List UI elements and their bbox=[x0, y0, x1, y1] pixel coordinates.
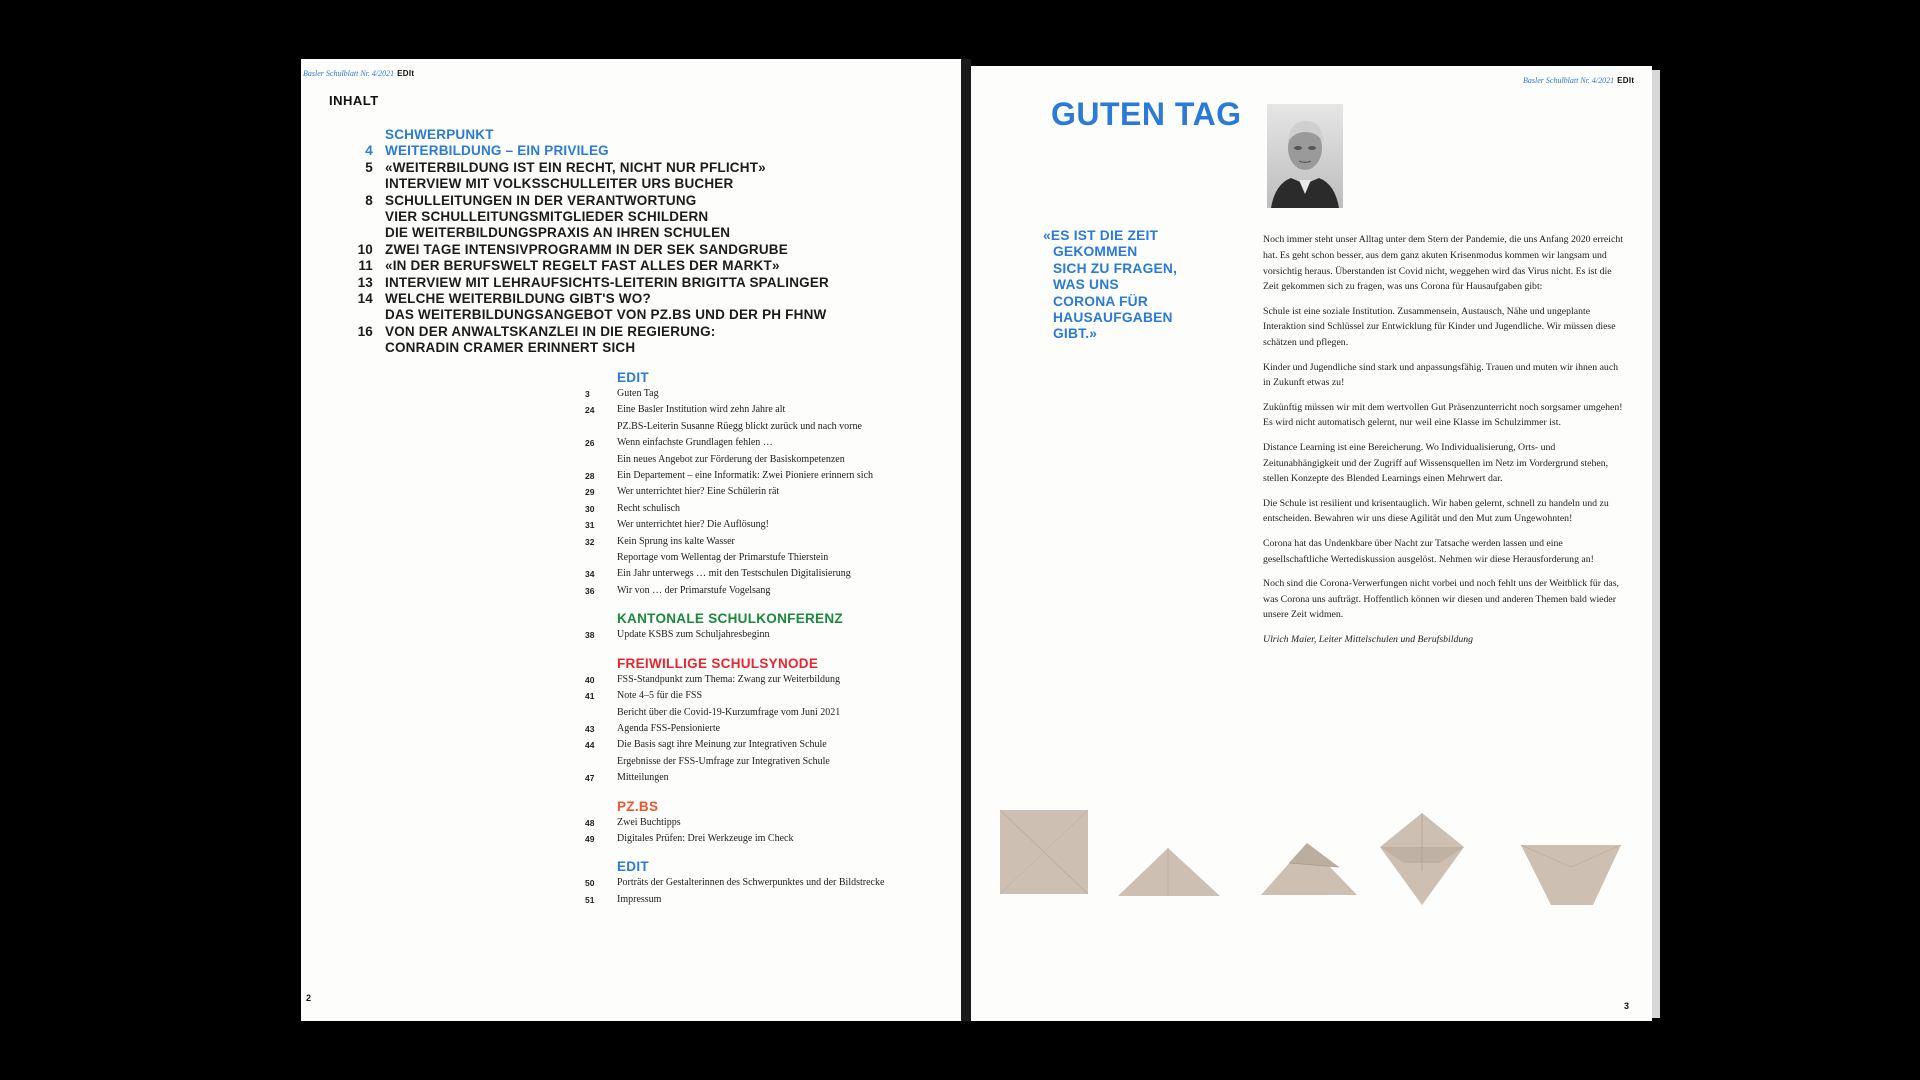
toc-main-row bbox=[345, 307, 845, 323]
toc-page-number: 11 bbox=[358, 258, 373, 274]
body-paragraph: Noch immer steht unser Alltag unter dem Stern der Pandemie, die uns Anfang 2020 erreicht hat. Es geht schon besser, aus dem ganz akuten Krisenmodus kommen wir langsam und vorsichtig heraus. Überstanden ist Covid nicht, weggehen wird das Virus nicht. Es ist die Zeit gekommen sich zu fragen, was uns Corona für Hausaufgaben gibt: bbox=[1263, 234, 1623, 293]
toc-entry-title: Reportage vom Wellentag der Primarstufe Thierstein bbox=[617, 552, 829, 564]
running-head-tag: EDIt bbox=[397, 69, 415, 78]
toc-entry-title: Agenda FSS-Pensionierte bbox=[617, 722, 721, 734]
toc-entry-title: ZWEI TAGE INTENSIVPROGRAMM IN DER SEK SANDGRUBE bbox=[385, 241, 788, 257]
toc-entry-title: VIER SCHULLEITUNGSMITGLIEDER SCHILDERN bbox=[385, 209, 709, 225]
toc-entry-title: Ein Jahr unterwegs … mit den Testschulen Digitalisierung bbox=[617, 568, 851, 580]
toc-row bbox=[581, 831, 961, 847]
toc-entry-title: Ein Departement – eine Informatik: Zwei Pioniere erinnern sich bbox=[617, 470, 874, 482]
toc-row bbox=[581, 402, 961, 418]
toc-row bbox=[581, 566, 961, 582]
toc-page-number bbox=[345, 225, 385, 241]
toc-entry-title: Zwei Buchtipps bbox=[617, 816, 681, 828]
toc-entry-title: Wer unterrichtet hier? Eine Schülerin rät bbox=[617, 486, 780, 498]
toc-row bbox=[581, 705, 961, 721]
toc-row bbox=[581, 419, 961, 435]
toc-row bbox=[581, 737, 961, 753]
toc-entry-title: Wer unterrichtet hier? Die Auflösung! bbox=[617, 519, 769, 531]
origami-cup-illustration bbox=[1378, 811, 1466, 907]
toc-row bbox=[581, 452, 961, 468]
page-title: GUTEN TAG bbox=[1051, 96, 1242, 132]
toc-main-row bbox=[345, 275, 845, 291]
toc-entry-title: Ein neues Angebot zur Förderung der Basiskompetenzen bbox=[617, 453, 845, 465]
toc-group-heading: KANTONALE SCHULKONFERENZ bbox=[617, 611, 843, 627]
toc-group bbox=[581, 370, 961, 599]
pull-quote bbox=[1043, 228, 1223, 343]
toc-page-number: 41 bbox=[585, 691, 595, 702]
toc-entry-title: Kein Sprung ins kalte Wasser bbox=[617, 535, 735, 547]
toc-page-number: 13 bbox=[357, 274, 373, 290]
section-label: SCHWERPUNKT bbox=[385, 127, 494, 142]
toc-group-heading: FREIWILLIGE SCHULSYNODE bbox=[617, 655, 819, 671]
origami-triangle-illustration bbox=[1116, 846, 1221, 898]
toc-entry-title: DAS WEITERBILDUNGSANGEBOT VON PZ.BS UND DER PH FHNW bbox=[385, 307, 827, 323]
body-paragraph: Zukünftig müssen wir mit dem wertvollen Gut Präsenzunterricht noch sorgsamer umgehen! Es wird nicht automatisch gelernt, nur weil eine Klasse im Schulzimmer ist. bbox=[1263, 401, 1623, 429]
toc-entry-title: SCHULLEITUNGEN IN DER VERANTWORTUNG bbox=[385, 192, 697, 208]
toc-group bbox=[581, 656, 961, 787]
page-edge bbox=[1652, 70, 1660, 1018]
toc-main-row bbox=[345, 324, 845, 340]
origami-fold-step-illustration bbox=[1259, 841, 1359, 899]
toc-page-number: 30 bbox=[585, 503, 595, 514]
toc-entry-title: Note 4–5 für die FSS bbox=[617, 690, 702, 702]
toc-main-row bbox=[345, 291, 845, 307]
toc-minor-sections bbox=[581, 370, 961, 920]
toc-row bbox=[581, 754, 961, 770]
toc-page-number bbox=[581, 419, 617, 435]
toc-group-heading: EDIT bbox=[617, 370, 649, 385]
page-title: INHALT bbox=[329, 93, 379, 108]
toc-main-row bbox=[345, 242, 845, 258]
toc-main-row bbox=[345, 340, 845, 356]
toc-row bbox=[581, 435, 961, 451]
toc-page-number: 32 bbox=[585, 536, 595, 547]
signature: Ulrich Maier, Leiter Mittelschulen und Berufsbildung bbox=[1263, 633, 1474, 645]
toc-entry-title: Die Basis sagt ihre Meinung zur Integrativen Schule bbox=[617, 739, 827, 751]
toc-row bbox=[581, 484, 961, 500]
toc-page-number: 29 bbox=[585, 487, 595, 498]
toc-entry-title: FSS-Standpunkt zum Thema: Zwang zur Weiterbildung bbox=[617, 673, 840, 685]
toc-page-number: 48 bbox=[585, 817, 595, 828]
toc-page-number: 10 bbox=[357, 241, 373, 257]
editorial-text bbox=[1263, 232, 1628, 656]
toc-row bbox=[581, 517, 961, 533]
toc-main-row bbox=[345, 258, 845, 274]
toc-page-number: 24 bbox=[585, 405, 595, 416]
toc-row bbox=[581, 386, 961, 402]
toc-row bbox=[581, 583, 961, 599]
page-number: 2 bbox=[306, 993, 312, 1003]
quote-line: CORONA FÜR bbox=[1053, 293, 1148, 309]
toc-entry-title: Recht schulisch bbox=[617, 502, 681, 514]
toc-page-number: 49 bbox=[585, 833, 595, 844]
toc-group bbox=[581, 799, 961, 848]
toc-row bbox=[581, 892, 961, 908]
body-paragraph: Corona hat das Undenkbare über Nacht zur Tatsache werden lassen und eine gesellschaftliche Wertediskussion ausgelöst. Nehmen wir diese Herausforderung an! bbox=[1263, 537, 1594, 565]
toc-page-number: 28 bbox=[585, 471, 595, 482]
toc-row bbox=[581, 627, 961, 643]
quote-line: SICH ZU FRAGEN, bbox=[1053, 260, 1178, 276]
toc-row bbox=[581, 672, 961, 688]
toc-page-number: 43 bbox=[585, 723, 595, 734]
toc-entry-title: INTERVIEW MIT LEHRAUFSICHTS-LEITERIN BRIGITTA SPALINGER bbox=[385, 274, 829, 290]
toc-page-number: 51 bbox=[585, 894, 595, 905]
toc-entry-title: Guten Tag bbox=[617, 388, 659, 399]
toc-row bbox=[581, 688, 961, 704]
toc-entry-title: WELCHE WEITERBILDUNG GIBT'S WO? bbox=[385, 291, 651, 307]
running-head bbox=[303, 69, 414, 78]
toc-page-number: 3 bbox=[585, 389, 590, 399]
toc-row bbox=[581, 815, 961, 831]
toc-row bbox=[581, 721, 961, 737]
running-head-publication: Basler Schulblatt Nr. 4/2021 bbox=[303, 69, 395, 78]
toc-entry-title: Wir von … der Primarstufe Vogelsang bbox=[617, 584, 771, 596]
toc-row bbox=[581, 501, 961, 517]
toc-page-number: 8 bbox=[365, 192, 373, 208]
toc-page-number bbox=[345, 176, 385, 192]
toc-page-number: 34 bbox=[585, 569, 595, 580]
toc-page-number: 40 bbox=[585, 674, 595, 685]
toc-entry-title: Digitales Prüfen: Drei Werkzeuge im Check bbox=[617, 832, 794, 844]
body-paragraph: Kinder und Jugendliche sind stark und anpassungsfähig. Trauen und muten wir ihnen auch in Zukunft etwas zu! bbox=[1263, 361, 1619, 389]
toc-page-number: 47 bbox=[585, 773, 595, 784]
origami-square-illustration bbox=[999, 806, 1091, 898]
toc-entry-title: PZ.BS-Leiterin Susanne Rüegg blickt zurück und nach vorne bbox=[617, 420, 862, 432]
toc-page-number bbox=[581, 705, 617, 721]
toc-entry-title: Porträts der Gestalterinnen des Schwerpunktes und der Bildstrecke bbox=[617, 877, 885, 889]
toc-entry-title: «IN DER BERUFSWELT REGELT FAST ALLES DER MARKT» bbox=[385, 258, 780, 274]
toc-entry-title: CONRADIN CRAMER ERINNERT SICH bbox=[385, 340, 636, 356]
running-head-publication: Basler Schulblatt Nr. 4/2021 bbox=[1523, 76, 1615, 85]
toc-entry-title: Wenn einfachste Grundlagen fehlen … bbox=[617, 437, 773, 449]
running-head-tag: EDIt bbox=[1617, 76, 1635, 85]
toc-group-heading: PZ.BS bbox=[617, 798, 659, 814]
left-page bbox=[301, 59, 961, 1021]
toc-main-row bbox=[345, 209, 845, 225]
toc-page-number: 16 bbox=[357, 323, 373, 339]
toc-row bbox=[581, 875, 961, 891]
toc-main-section bbox=[345, 127, 845, 357]
toc-page-number bbox=[345, 307, 385, 323]
toc-entry-title: Mitteilungen bbox=[617, 772, 669, 784]
running-head bbox=[1523, 76, 1634, 85]
quote-line: GIBT.» bbox=[1053, 326, 1098, 342]
toc-entry-title: VON DER ANWALTSKANZLEI IN DIE REGIERUNG: bbox=[385, 323, 716, 339]
toc-main-row bbox=[345, 160, 845, 176]
toc-page-number: 38 bbox=[585, 630, 595, 641]
body-paragraph: Distance Learning ist eine Bereicherung. Wo Individualisierung, Orts- und Zeitunabhängigkeit und der Zugriff auf Wissensquellen im Netz im Vordergrund stehen, stellen Konzepte des Blended Learnings einen Mehrwert dar. bbox=[1263, 441, 1609, 485]
right-page bbox=[971, 66, 1652, 1021]
toc-entry-title: Update KSBS zum Schuljahresbeginn bbox=[617, 629, 770, 641]
toc-entry-title: «WEITERBILDUNG IST EIN RECHT, NICHT NUR PFLICHT» bbox=[385, 159, 766, 175]
toc-entry-title: Ergebnisse der FSS-Umfrage zur Integrativen Schule bbox=[617, 755, 830, 767]
toc-main-row bbox=[345, 143, 845, 159]
main-entries bbox=[345, 143, 845, 356]
toc-entry-title: Eine Basler Institution wird zehn Jahre alt bbox=[617, 404, 786, 416]
quote-line: HAUSAUFGABEN bbox=[1053, 310, 1173, 326]
spine-gutter bbox=[961, 59, 971, 1021]
toc-entry-title: INTERVIEW MIT VOLKSSCHULLEITER URS BUCHER bbox=[385, 176, 734, 192]
origami-inverted-triangle-illustration bbox=[1519, 843, 1623, 909]
toc-page-number bbox=[581, 550, 617, 566]
toc-page-number bbox=[345, 209, 385, 225]
toc-group-heading: EDIT bbox=[617, 859, 649, 875]
toc-row bbox=[581, 550, 961, 566]
toc-page-number: 50 bbox=[585, 878, 595, 889]
toc-entry-title: Bericht über die Covid-19-Kurzumfrage vom Juni 2021 bbox=[617, 706, 841, 718]
quote-line: WAS UNS bbox=[1053, 277, 1119, 293]
body-paragraph: Schule ist eine soziale Institution. Zusammensein, Austausch, Nähe und ungeplante Interaktion sind Schlüssel zur Entwicklung für Kinder und Jugendliche. Wir müssen diese schätzen und pflegen. bbox=[1263, 305, 1616, 349]
toc-group bbox=[581, 859, 961, 908]
quote-line: GEKOMMEN bbox=[1053, 244, 1138, 260]
toc-entry-title: DIE WEITERBILDUNGSPRAXIS AN IHREN SCHULEN bbox=[385, 225, 731, 241]
toc-main-row bbox=[345, 193, 845, 209]
toc-page-number: 14 bbox=[357, 291, 373, 307]
author-portrait bbox=[1267, 104, 1343, 208]
toc-main-row bbox=[345, 176, 845, 192]
toc-page-number bbox=[345, 340, 385, 356]
quote-line: «ES IST DIE ZEIT bbox=[1043, 228, 1159, 243]
page-number: 3 bbox=[1624, 1001, 1630, 1011]
toc-entry-title: Impressum bbox=[617, 893, 662, 905]
toc-page-number bbox=[581, 754, 617, 770]
toc-row bbox=[581, 770, 961, 786]
body-paragraph: Noch sind die Corona-Verwerfungen nicht vorbei und noch fehlt uns der Weitblick für das, was Corona uns aufträgt. Hoffentlich können wir diesen und anderen Themen bald wieder unsere Zeit widmen. bbox=[1263, 577, 1619, 621]
toc-page-number bbox=[581, 452, 617, 468]
toc-page-number: 36 bbox=[585, 585, 595, 596]
toc-page-number: 5 bbox=[365, 159, 373, 175]
body-paragraph: Die Schule ist resilient und krisentauglich. Wir haben gelernt, schnell zu handeln und zu entscheiden. Bewahren wir uns diese Agilität und den Mut zum Ungewohnten! bbox=[1263, 497, 1609, 525]
toc-page-number: 26 bbox=[585, 438, 595, 449]
toc-page-number: 4 bbox=[365, 143, 373, 159]
toc-page-number: 44 bbox=[585, 740, 595, 751]
toc-row bbox=[581, 468, 961, 484]
toc-main-row bbox=[345, 225, 845, 241]
toc-group bbox=[581, 611, 961, 643]
toc-row bbox=[581, 534, 961, 550]
toc-entry-title: WEITERBILDUNG – EIN PRIVILEG bbox=[385, 143, 609, 159]
toc-page-number: 31 bbox=[585, 520, 595, 531]
